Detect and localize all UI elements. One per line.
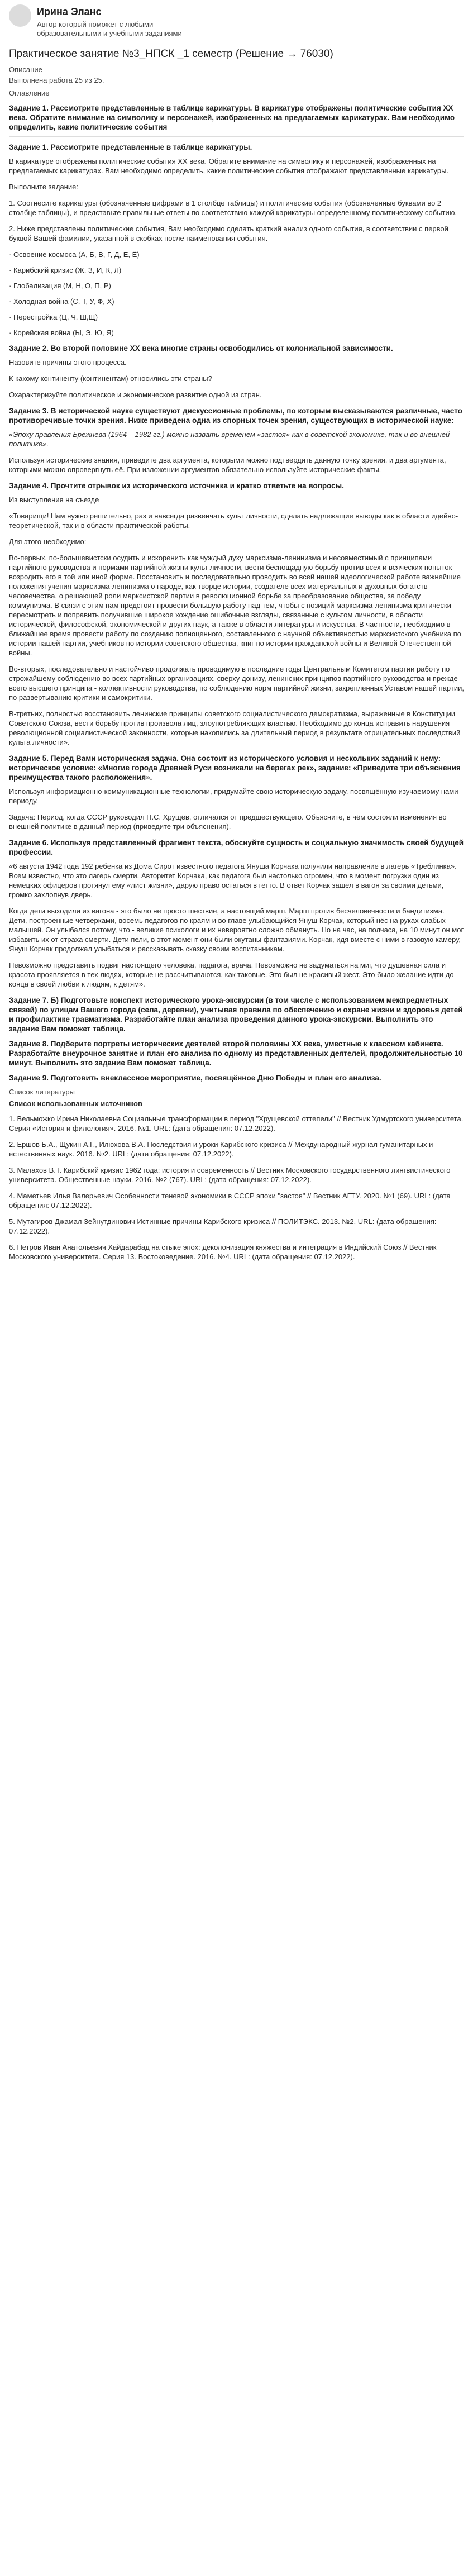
page-title: Практическое занятие №3_НПСК _1 семестр (Решение → 76030) bbox=[9, 48, 333, 60]
author-name[interactable]: Ирина Эланс bbox=[37, 6, 102, 17]
task1-paragraph: 1. Соотнесите карикатуры (обозначенные цифрами в 1 столбце таблицы) и политические события (обозначенные буквами во 2 столбце таблицы), и представьте правильные ответы по соответствию каждой карикатуры определенному политическому событию. bbox=[9, 199, 457, 217]
toc-label: Оглавление bbox=[9, 89, 50, 97]
task2-paragraph: Назовите причины этого процесса. bbox=[9, 358, 127, 366]
events-list bbox=[9, 250, 464, 337]
task4-heading: Задание 4. Прочтите отрывок из исторического источника и кратко ответьте на вопросы. bbox=[9, 482, 344, 490]
task2-paragraph: К какому континенту (континентам) относились эти страны? bbox=[9, 374, 212, 383]
reference-item: 2. Ершов Б.А., Щукин А.Г., Илюхова В.А. Последствия и уроки Карибского кризиса // Международный журнал гуманитарных и естественных наук. 2016. №2. URL: (дата обращения: 07.12.2022). bbox=[9, 1140, 433, 1158]
task5-paragraph: Задача: Период, когда СССР руководил Н.С. Хрущёв, отличался от предшествующего. Объясните, в чём состояли изменения во внешней политике в данный период (приведите три объяснения). bbox=[9, 813, 447, 831]
task5-paragraph: Используя информационно-коммуникационные технологии, придумайте свою историческую задачу, посвящённую изучаемому нами периоду. bbox=[9, 787, 458, 805]
author-info bbox=[37, 4, 216, 38]
page bbox=[0, 0, 473, 1282]
description-label: Описание bbox=[9, 65, 42, 74]
task2-heading: Задание 2. Во второй половине ХХ века многие страны освободились от колониальной зависимости. bbox=[9, 344, 393, 353]
task6-paragraph: Невозможно представить подвиг настоящего человека, педагога, врача. Невозможно не задуматься на миг, что душевная сила и красота проявляется в тех людях, которые не рассчитываются, как таковые. Это был не красивый жест. Это было желание идти до конца в своей любви к людям, к детям». bbox=[9, 961, 454, 988]
task1-paragraph: В карикатуре отображены политические события ХХ века. Обратите внимание на символику и персонажей, изображенных на предлагаемых карикатурах. Вам необходимо определить, какие политические события отображают представленные карикатуры. bbox=[9, 157, 449, 175]
divider bbox=[9, 136, 464, 137]
list-item: · Холодная война (С, Т, У, Ф, Х) bbox=[9, 297, 114, 306]
task4-paragraph: Во-вторых, последовательно и настойчиво продолжать проводимую в последние годы Центральным Комитетом партии работу по строжайшему соблюдению во всех партийных организациях, сверху донизу, ленинских принципов партийного руководства и прежде всего высшего принципа - коллективности руководства, по соблюдению норм партийной жизни, закрепленных Уставом нашей партии, по развертыванию критики и самокритики. bbox=[9, 665, 464, 702]
completed-status: Выполнена работа 25 из 25. bbox=[9, 76, 104, 84]
task9-heading: Задание 9. Подготовить внеклассное мероприятие, посвящённое Дню Победы и план его анализа. bbox=[9, 1074, 381, 1082]
reference-item: 1. Вельможко Ирина Николаевна Социальные трансформации в период "Хрущевской оттепели" // Вестник Удмуртского университета. Серия «История и филология». 2016. №1. URL: (дата обращения: 07.12.2022). bbox=[9, 1115, 464, 1132]
avatar[interactable] bbox=[9, 4, 31, 27]
reference-item: 4. Маметьев Илья Валерьевич Особенности теневой экономики в СССР эпохи "застоя" // Вестник АГТУ. 2020. №1 (69). URL: (дата обращения: 07.12.2022). bbox=[9, 1192, 451, 1210]
list-item: · Карибский кризис (Ж, З, И, К, Л) bbox=[9, 266, 122, 274]
task3-heading: Задание 3. В исторической науке существуют дискуссионные проблемы, по которым высказываются различные, часто противоречивые точки зрения. Ниже приведена одна из спорных точек зрения, существующих в исторической науке: bbox=[9, 407, 462, 425]
references-list bbox=[9, 1114, 464, 1261]
intro-heading: Задание 1. Рассмотрите представленные в таблице карикатуры. В карикатуре отображены политические события ХХ века. Обратите внимание на символику и персонажей, изображенных на предлагаемых карикатурах. Вам необходимо определить, какие политические события bbox=[9, 104, 455, 131]
list-item: · Корейская война (Ы, Э, Ю, Я) bbox=[9, 328, 114, 337]
task1-paragraph: 2. Ниже представлены политические события, Вам необходимо сделать краткий анализ одного события, в соответствии с первой буквой Вашей фамилии, указанной в скобках после наименования события. bbox=[9, 225, 448, 242]
task8-heading: Задание 8. Подберите портреты исторических деятелей второй половины ХХ века, уместные к классном кабинете. Разработайте внеурочное занятие и план его анализа по одному из представленных деятелей, продолжительностью 10 минут. Выполнить это задание Вам поможет таблица. bbox=[9, 1040, 463, 1067]
author-description: Автор который поможет с любыми образовательными и учебными заданиями bbox=[37, 20, 182, 37]
task5-heading: Задание 5. Перед Вами историческая задача. Она состоит из исторического условия и нескольких заданий к нему: историческое условие: «Многие города Древней Руси возникали на берегах рек», задание: «Приведите три объяснения преимущества такого расположения». bbox=[9, 754, 461, 782]
author-block bbox=[9, 4, 464, 38]
task7-heading: Задание 7. Б) Подготовьте конспект исторического урока-экскурсии (в том числе с использованием межпредметных связей) по улицам Вашего города (села, деревни), учитывая правила по обеспечению и охране жизни и здоровья детей и профилактике травматизма. Разработайте план анализа проведения данного урока-экскурсии. Выполнить это задание Вам поможет таблица. bbox=[9, 996, 463, 1033]
task6-paragraph: «6 августа 1942 года 192 ребенка из Дома Сирот известного педагога Януша Корчака получили направление в лагерь «Треблинка». Всем известно, что это лагерь смерти. Авторитет Корчака, как педагога был настолько огромен, что в момент погрузки один из немецких офицеров протянул ему «лист жизни», дарую право остаться в гетто. В ответ Корчак зашел в вагон за своими детьми, громко захлопнув дверь. bbox=[9, 862, 457, 899]
list-item: · Глобализация (М, Н, О, П, Р) bbox=[9, 282, 111, 290]
reference-item: 6. Петров Иван Анатольевич Хайдарабад на стыке эпох: деколонизация княжества и интеграция в Индийский Союз // Вестник Московского университета. Серия 13. Востоковедение. 2016. №4. URL: (дата обращения: 07.12.2022). bbox=[9, 1243, 437, 1261]
references-heading: Список использованных источников bbox=[9, 1099, 142, 1108]
task3-paragraph: Используя исторические знания, приведите два аргумента, которыми можно подтвердить данную точку зрения, и два аргумента, которыми можно опровергнуть её. При изложении аргументов обязательно используйте исторические факты. bbox=[9, 456, 446, 474]
reference-item: 5. Мутагиров Джамал Зейнутдинович Истинные причины Карибского кризиса // ПОЛИТЭКС. 2013. №2. URL: (дата обращения: 07.12.2022). bbox=[9, 1217, 437, 1235]
task6-paragraph: Когда дети выходили из вагона - это было не просто шествие, а настоящий марш. Марш против бесчеловечности и бандитизма. Дети, построенные четверками, восемь педагогов по краям и во главе улыбающийся Януш Корчак, который нёс на руках слабых малышей. Он улыбался потому, что - великие психологи и их невероятно сложно обмануть. Но на час, на полчаса, на 10 минут он мог избавить их от страха смерти. Дети пели, в этот момент они были окутаны фантазиями. Корчак, идя вместе с ними в газовую камеру, Януш Корчак продолжал улыбаться и рассказывать сказку своим воспитанникам. bbox=[9, 907, 464, 953]
task4-paragraph: В-третьих, полностью восстановить ленинские принципы советского социалистического демократизма, выраженные в Конституции Советского Союза, вести борьбу против произвола лиц, злоупотребляющих властью. Необходимо до конца исправить нарушения революционной социалистической законности, которые накопились за длительный период в результате отрицательных последствий культа личности». bbox=[9, 710, 461, 746]
task3-quote: «Эпоху правления Брежнева (1964 – 1982 гг.) можно назвать временем «застоя» как в советской экономике, так и во внешней политике». bbox=[9, 430, 450, 448]
task4-paragraph: Во-первых, по-большевистски осудить и искоренить как чуждый духу марксизма-ленинизма и несовместимый с принципами партийного руководства и нормами партийной жизни культ личности, вести беспощадную борьбу против всех и всяческих попыток возродить его в той или иной форме. Восстановить и последовательно проводить во всей нашей идеологической работе важнейшие положения учения марксизма-ленинизма о народе, как творце истории, создателе всех материальных и духовных богатств человечества, о решающей роли марксистской партии в революционной борьбе за преобразование общества, за победу коммунизма. В связи с этим нам предстоит провести большую работу над тем, чтобы с позиций марксизма-ленинизма критически пересмотреть и поправить получившие широкое хождение ошибочные взгляды, связанные с культом личности, в области исторической, философской, экономической и других наук, а также в области литературы и искусства. В частности, необходимо в ближайшее время провести работу по созданию полноценного, составленного с научной объективностью марксистского учебника по истории нашей партии, учебников по истории советского общества, книг по истории гражданской войны и Великой Отечественной войны. bbox=[9, 554, 461, 657]
task1-heading: Задание 1. Рассмотрите представленные в таблице карикатуры. bbox=[9, 143, 252, 151]
task4-paragraph: «Товарищи! Нам нужно решительно, раз и навсегда развенчать культ личности, сделать надлежащие выводы как в области идейно-теоретической, так и в области практической работы. bbox=[9, 512, 458, 530]
task1-paragraph: Выполните задание: bbox=[9, 183, 78, 191]
list-item: · Освоение космоса (А, Б, В, Г, Д, Е, Ё) bbox=[9, 250, 140, 259]
task6-heading: Задание 6. Используя представленный фрагмент текста, обоснуйте сущность и социальную значимость своей будущей профессии. bbox=[9, 839, 464, 856]
list-item: · Перестройка (Ц, Ч, Ш,Щ) bbox=[9, 313, 98, 321]
reference-item: 3. Малахов В.Т. Карибский кризис 1962 года: история и современность // Вестник Московского государственного лингвистического университета. Общественные науки. 2016. №2 (767). URL: (дата обращения: 07.12.2022). bbox=[9, 1166, 451, 1184]
task4-paragraph: Для этого необходимо: bbox=[9, 537, 87, 546]
task4-paragraph: Из выступления на съезде bbox=[9, 496, 99, 504]
task2-paragraph: Охарактеризуйте политическое и экономическое развитие одной из стран. bbox=[9, 391, 262, 399]
references-label: Список литературы bbox=[9, 1088, 75, 1096]
